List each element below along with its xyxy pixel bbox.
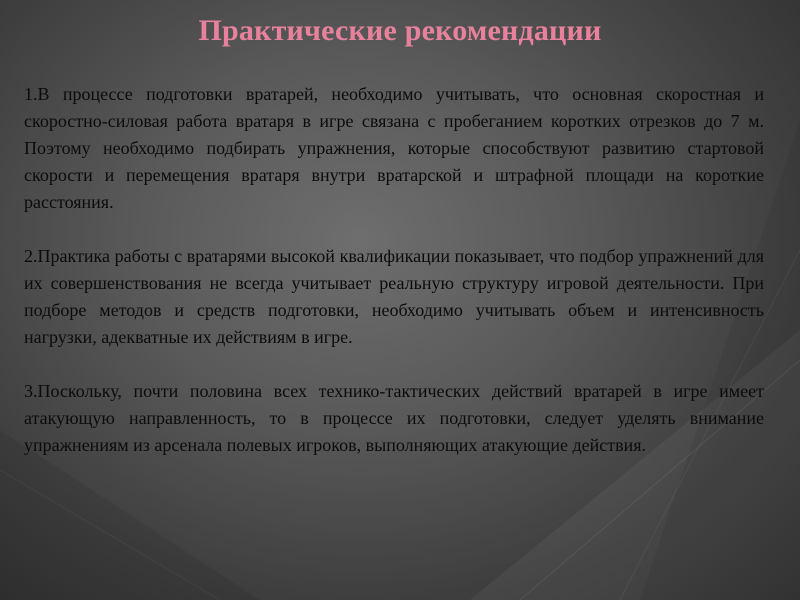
recommendation-paragraph-3: 3.Поскольку, почти половина всех технико-тактических действий вратарей в игре имеет атакующую направленность, то в процессе их подготовки, следует уделять внимание упражнениям из арсенала полевых игроков, выполняющих атакующие действия. bbox=[24, 381, 764, 455]
recommendation-paragraph-1: 1.В процессе подготовки вратарей, необходимо учитывать, что основная скоростная и скоростно-силовая работа вратаря в игре связана с пробеганием коротких отрезков до 7 м. Поэтому необходимо подбирать упражнения, которые способствуют развитию стартовой скорости и перемещения вратаря внутри вратарской и штрафной площади на короткие расстояния. bbox=[24, 84, 764, 212]
recommendation-paragraph-2: 2.Практика работы с вратарями высокой квалификации показывает, что подбор упражнений для их совершенствования не всегда учитывает реальную структуру игровой деятельности. При подборе методов и средств подготовки, необходимо учитывать объем и интенсивность нагрузки, адекватные их действиям в игре. bbox=[24, 246, 764, 347]
slide-title: Практические рекомендации bbox=[198, 14, 602, 47]
slide-body bbox=[24, 81, 764, 486]
